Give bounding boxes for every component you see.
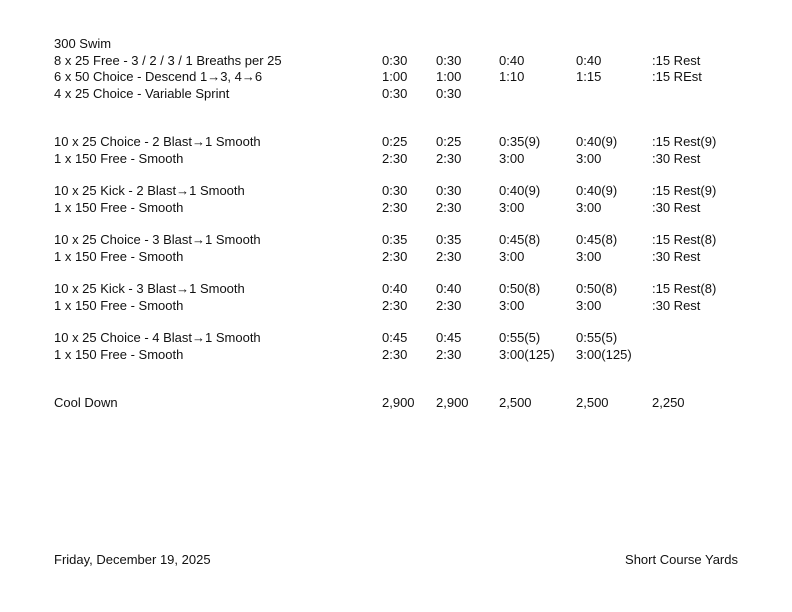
interval-col-4: 3:00: [576, 248, 602, 264]
interval-col-2: 2:30: [436, 150, 462, 166]
workout-row: [54, 232, 754, 249]
interval-col-3: 0:50(8): [499, 281, 541, 296]
total-col-4: 2,500: [576, 395, 609, 410]
interval-col-3: 1:10: [499, 69, 525, 84]
interval-col-1: 0:30: [382, 52, 408, 68]
interval-col-5: :15 Rest(9): [652, 183, 717, 198]
set-description: 1 x 150 Free - Smooth: [54, 297, 184, 313]
interval-col-4: 0:40(9): [576, 183, 618, 198]
set-description: 10 x 25 Kick - 2 Blast→1 Smooth: [54, 183, 245, 198]
set-description: 8 x 25 Free - 3 / 2 / 3 / 1 Breaths per 25: [54, 52, 282, 68]
interval-col-3: 0:45(8): [499, 232, 541, 247]
interval-col-4: 0:45(8): [576, 232, 618, 247]
interval-col-3: 0:40(9): [499, 183, 541, 198]
interval-col-1: 2:30: [382, 346, 408, 362]
total-col-3: 2,500: [499, 395, 532, 410]
interval-col-5: :15 Rest: [652, 52, 701, 68]
interval-col-4: 0:55(5): [576, 330, 618, 345]
workout-table: [54, 36, 754, 412]
interval-col-1: 2:30: [382, 248, 408, 264]
interval-col-5: :15 Rest(8): [652, 232, 717, 247]
set-description: Cool Down: [54, 395, 118, 410]
interval-col-2: 2:30: [436, 199, 462, 215]
interval-col-3: 3:00: [499, 297, 525, 313]
interval-col-5: :15 REst: [652, 69, 702, 84]
workout-row: [54, 281, 754, 298]
set-description: 1 x 150 Free - Smooth: [54, 346, 184, 362]
interval-col-1: 1:00: [382, 69, 408, 84]
interval-col-5: :30 Rest: [652, 199, 701, 215]
interval-col-1: 0:25: [382, 134, 408, 149]
interval-col-4: 0:40(9): [576, 134, 618, 149]
interval-col-1: 0:35: [382, 232, 408, 247]
interval-col-4: 3:00(125): [576, 346, 632, 362]
workout-row: [54, 183, 754, 200]
workout-row: [54, 134, 754, 151]
set-description: 300 Swim: [54, 36, 112, 51]
interval-col-2: 0:30: [436, 85, 462, 101]
interval-col-4: 3:00: [576, 297, 602, 313]
interval-col-4: 1:15: [576, 69, 602, 84]
workout-row: [54, 86, 754, 103]
interval-col-5: :15 Rest(9): [652, 134, 717, 149]
interval-col-3: 0:35(9): [499, 134, 541, 149]
set-description: 1 x 150 Free - Smooth: [54, 150, 184, 166]
interval-col-3: 3:00: [499, 199, 525, 215]
workout-row: [54, 330, 754, 347]
interval-col-2: 0:40: [436, 281, 462, 296]
set-description: 10 x 25 Choice - 4 Blast→1 Smooth: [54, 330, 261, 345]
interval-col-4: 3:00: [576, 199, 602, 215]
set-description: 1 x 150 Free - Smooth: [54, 248, 184, 264]
interval-col-4: 3:00: [576, 150, 602, 166]
workout-row: [54, 53, 754, 70]
total-col-2: 2,900: [436, 395, 469, 410]
interval-col-1: 2:30: [382, 297, 408, 313]
interval-col-2: 0:30: [436, 52, 462, 68]
set-description: 10 x 25 Choice - 2 Blast→1 Smooth: [54, 134, 261, 149]
interval-col-5: :30 Rest: [652, 248, 701, 264]
interval-col-1: 0:30: [382, 85, 408, 101]
interval-col-2: 2:30: [436, 297, 462, 313]
set-description: 10 x 25 Kick - 3 Blast→1 Smooth: [54, 281, 245, 296]
interval-col-2: 1:00: [436, 69, 462, 84]
workout-row: [54, 298, 754, 315]
interval-col-4: 0:40: [576, 52, 602, 68]
interval-col-4: 0:50(8): [576, 281, 618, 296]
set-description: 4 x 25 Choice - Variable Sprint: [54, 85, 230, 101]
interval-col-3: 3:00(125): [499, 346, 555, 362]
interval-col-2: 0:25: [436, 134, 462, 149]
interval-col-2: 0:35: [436, 232, 462, 247]
interval-col-2: 0:45: [436, 330, 462, 345]
interval-col-1: 2:30: [382, 150, 408, 166]
interval-col-3: 0:40: [499, 52, 525, 68]
interval-col-1: 0:40: [382, 281, 408, 296]
interval-col-5: :30 Rest: [652, 297, 701, 313]
workout-row: [54, 200, 754, 217]
workout-row: [54, 151, 754, 168]
total-col-1: 2,900: [382, 395, 415, 410]
interval-col-1: 0:30: [382, 183, 408, 198]
interval-col-3: 3:00: [499, 150, 525, 166]
workout-row: [54, 36, 754, 53]
workout-row: [54, 347, 754, 364]
footer-date: Friday, December 19, 2025: [54, 552, 211, 567]
set-description: 10 x 25 Choice - 3 Blast→1 Smooth: [54, 232, 261, 247]
interval-col-3: 3:00: [499, 248, 525, 264]
set-description: 6 x 50 Choice - Descend 1→3, 4→6: [54, 69, 263, 84]
footer-course: Short Course Yards: [625, 552, 738, 567]
interval-col-2: 2:30: [436, 248, 462, 264]
interval-col-2: 0:30: [436, 183, 462, 198]
interval-col-5: :30 Rest: [652, 150, 701, 166]
workout-row: [54, 249, 754, 266]
cool-down-row: [54, 395, 754, 412]
total-col-5: 2,250: [652, 395, 685, 410]
interval-col-1: 0:45: [382, 330, 408, 345]
interval-col-2: 2:30: [436, 346, 462, 362]
interval-col-1: 2:30: [382, 199, 408, 215]
workout-row: [54, 69, 754, 86]
set-description: 1 x 150 Free - Smooth: [54, 199, 184, 215]
interval-col-5: :15 Rest(8): [652, 281, 717, 296]
interval-col-3: 0:55(5): [499, 330, 541, 345]
